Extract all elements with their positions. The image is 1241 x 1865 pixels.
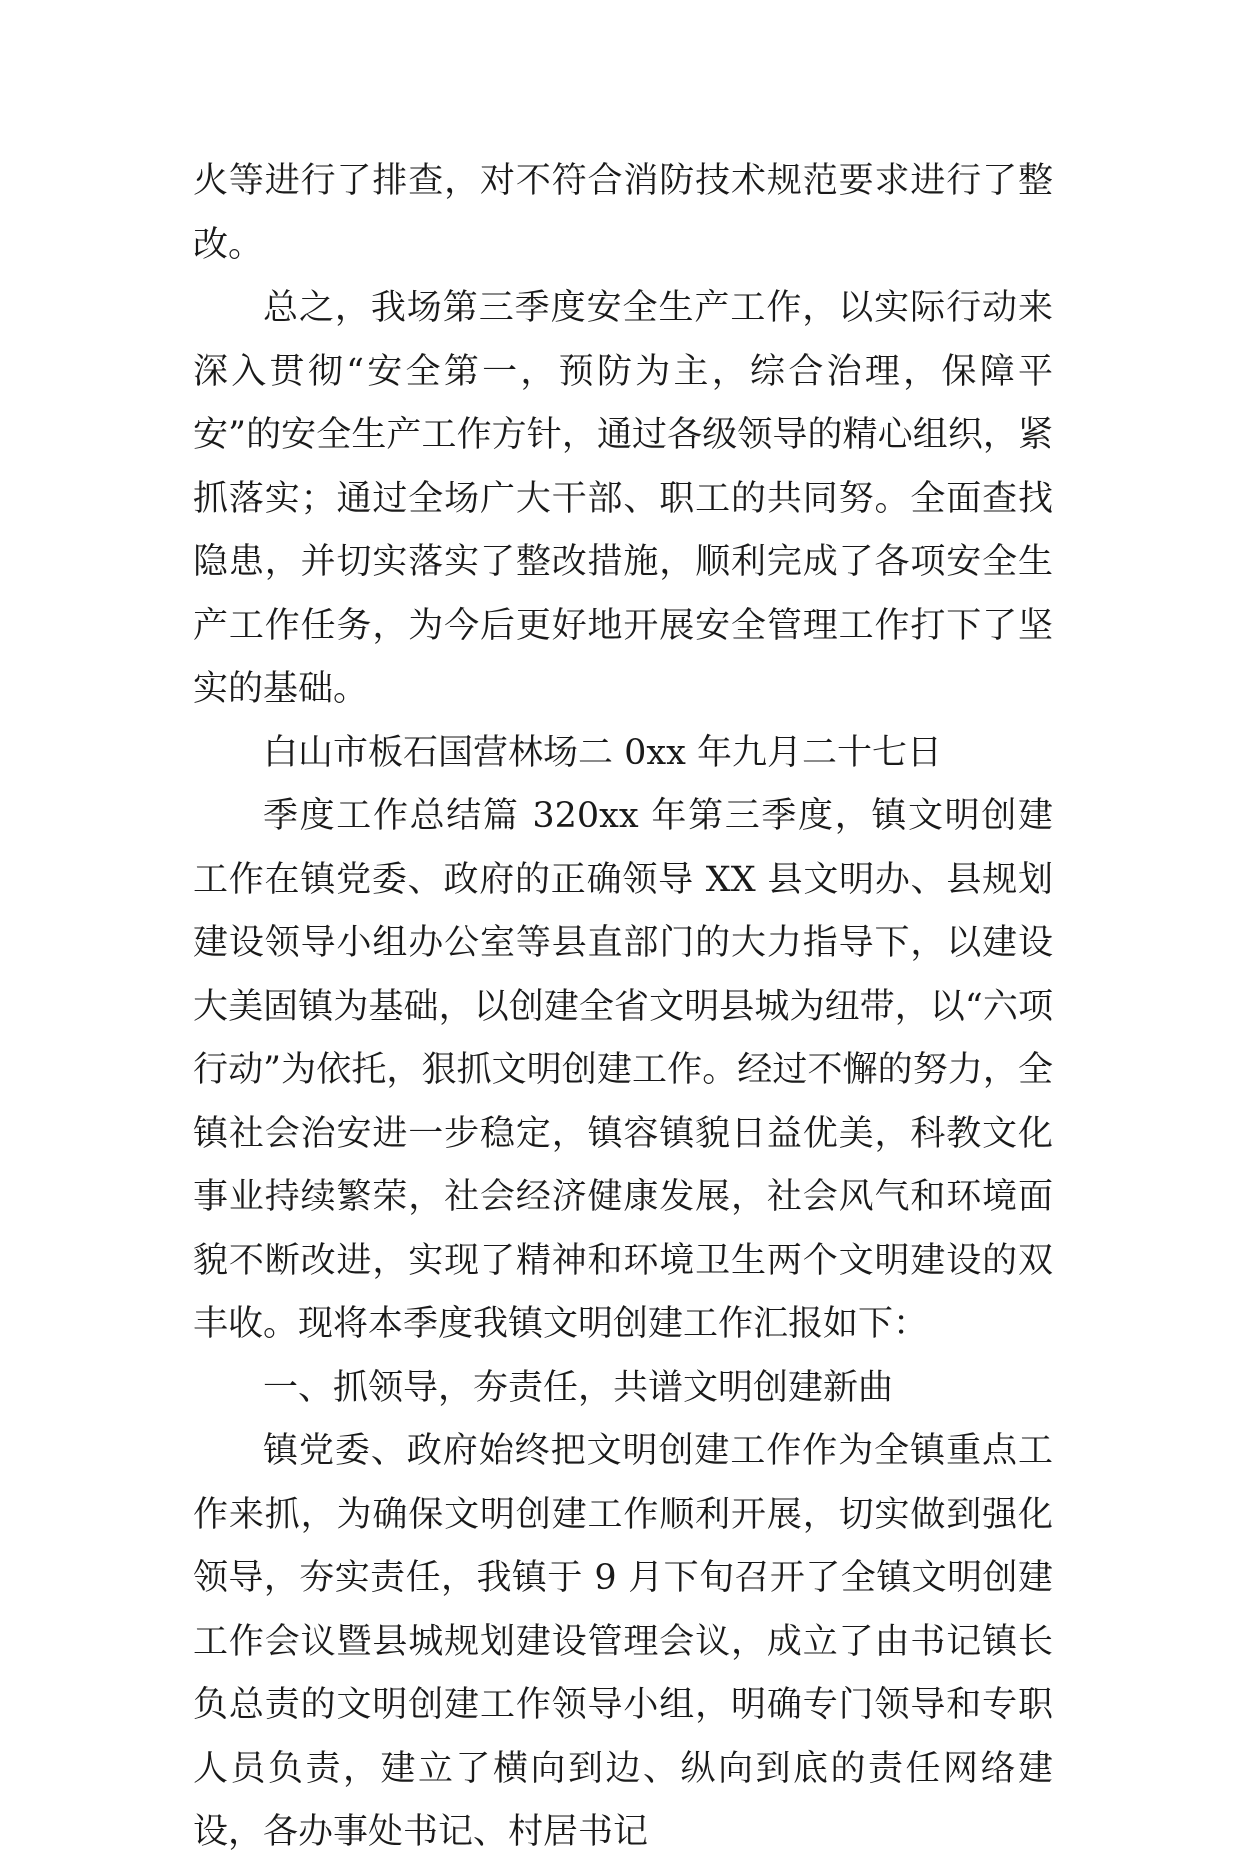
paragraph-summary: 总之，我场第三季度安全生产工作，以实际行动来深入贯彻“安全第一，预防为主，综合治理，保障平安”的安全生产工作方针，通过各级领导的精心组织，紧抓落实；通过全场广大干部、职工的共同努。全面查找隐患，并切实落实了整改措施，顺利完成了各项安全生产工作任务，为今后更好地开展安全管理工作打下了坚实的基础。: [193, 288, 1053, 709]
paragraph-quarterly-summary: 季度工作总结篇 320xx 年第三季度，镇文明创建工作在镇党委、政府的正确领导 XX 县文明办、县规划建设领导小组办公室等县直部门的大力指导下，以建设大美固镇为基础，以创建全省文明县城为纽带，以“六项行动”为依托，狠抓文明创建工作。经过不懈的努力，全镇社会治安进一步稳定，镇容镇貌日益优美，科教文化事业持续繁荣，社会经济健康发展，社会风气和环境面貌不断改进，实现了精神和环境卫生两个文明建设的双丰收。现将本季度我镇文明创建工作汇报如下：: [193, 796, 1053, 1344]
paragraph-signature-date: 白山市板石国营林场二 0xx 年九月二十七日: [263, 732, 942, 773]
section-heading-leadership: 一、抓领导，夯责任，共谱文明创建新曲: [263, 1367, 894, 1408]
paragraph-fire-inspection: 火等进行了排查，对不符合消防技术规范要求进行了整改。: [193, 161, 1053, 265]
document-body: [193, 150, 1053, 1865]
paragraph-leadership: 镇党委、政府始终把文明创建工作作为全镇重点工作来抓，为确保文明创建工作顺利开展，切实做到强化领导，夯实责任，我镇于 9 月下旬召开了全镇文明创建工作会议暨县城规划建设管理会议，成立了由书记镇长负总责的文明创建工作领导小组，明确专门领导和专职人员负责，建立了横向到边、纵向到底的责任网络建设，各办事处书记、村居书记: [193, 1431, 1053, 1852]
